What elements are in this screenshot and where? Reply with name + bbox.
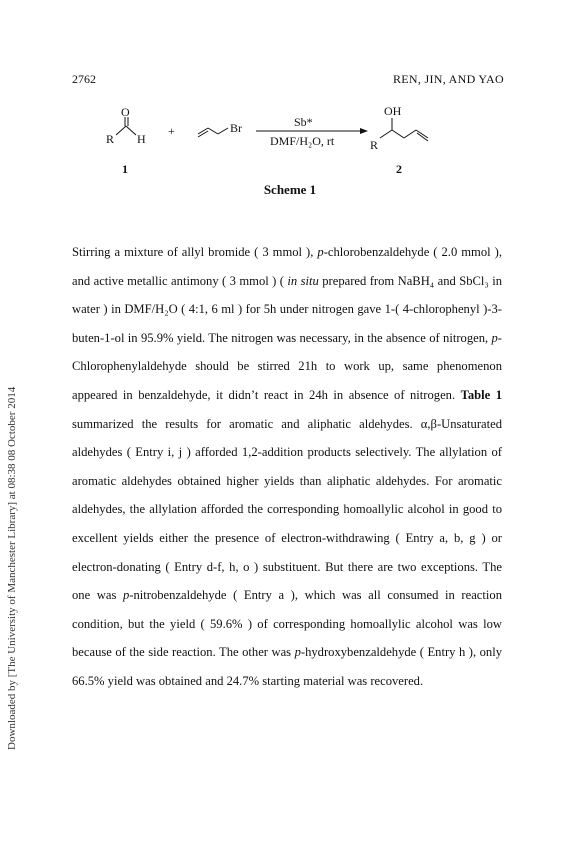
text-run: -chlorobenzaldehyde ( 2.0 mmol ), and active metallic antimony ( 3 mmol ) (	[72, 245, 503, 288]
compound-label-2: 2	[396, 162, 402, 176]
text-run: -hydroxybenzaldehyde ( Entry h ), only 66.5% yield was obtained and 24.7% starting material was recovered.	[72, 645, 502, 688]
text-run: -Chlorophenylaldehyde should be stirred 21h to work up, same phenomenon appeared in benzaldehyde, it didn’t react in 24h in absence of nitrogen.	[72, 330, 502, 402]
reaction-scheme	[90, 100, 490, 210]
table-reference: Table 1	[460, 387, 502, 402]
italic-run: p	[122, 588, 130, 603]
italic-run: in situ	[287, 273, 319, 288]
italic-run: p	[294, 645, 301, 660]
text-run: -nitrobenzaldehyde ( Entry a ), which was all consumed in reaction condition, but the yield ( 59.6% ) of corresponding homoallylic alcohol was low because of the side reaction. The other was	[72, 588, 502, 660]
compound-label-1: 1	[122, 162, 128, 176]
text-run: summarized the results for aromatic and aliphatic aldehydes. α,β-Unsaturated aldehydes ( Entry i, j ) afforded 1,2-addition products selectively. The allylation of aromatic aldehydes obtained higher yields than aliphatic aldehydes. For aromatic aldehydes, the allylation afforded the corresponding homoallylic alcohol in good to excellent yields either the presence of electron-withdrawing ( Entry a, b, g ) or electron-donating ( Entry d-f, h, o ) substituent. But there are two exceptions. The one was	[72, 416, 502, 603]
aldehyde-hydrogen: H	[137, 132, 146, 146]
download-watermark	[6, 110, 20, 750]
italic-run: p	[491, 330, 498, 345]
text-run: prepared from NaBH₄ and SbCl₃ in water ) in DMF/H₂O ( 4:1, 6 ml ) for 5h under nitrogen gave 1-( 4-chlorophenyl )-3-buten-1-ol in 95.9% yield. The nitrogen was necessary, in the absence of nitrogen,	[72, 273, 503, 345]
aldehyde-oxygen: O	[121, 105, 130, 119]
running-head: REN, JIN, AND YAO	[393, 72, 504, 86]
scheme-caption: Scheme 1	[263, 182, 317, 197]
text-run: Stirring a mixture of allyl bromide ( 3 mmol ),	[72, 245, 318, 259]
bromine-label: Br	[230, 121, 242, 135]
paragraph-text	[72, 238, 502, 696]
page-header	[72, 72, 504, 88]
product-hydroxyl: OH	[384, 104, 402, 118]
product-r-group: R	[370, 138, 379, 152]
download-watermark-text: Downloaded by [The University of Manchester Library] at 08:38 08 October 2014	[6, 386, 18, 750]
arrow-conditions: DMF/H₂O, rt	[270, 134, 335, 148]
italic-run: p	[317, 245, 324, 259]
arrow-reagent: Sb*	[294, 115, 313, 129]
aldehyde-r-group: R	[106, 132, 115, 146]
plus-sign: +	[168, 124, 175, 138]
page-number: 2762	[72, 72, 96, 86]
body-paragraph	[72, 238, 502, 696]
